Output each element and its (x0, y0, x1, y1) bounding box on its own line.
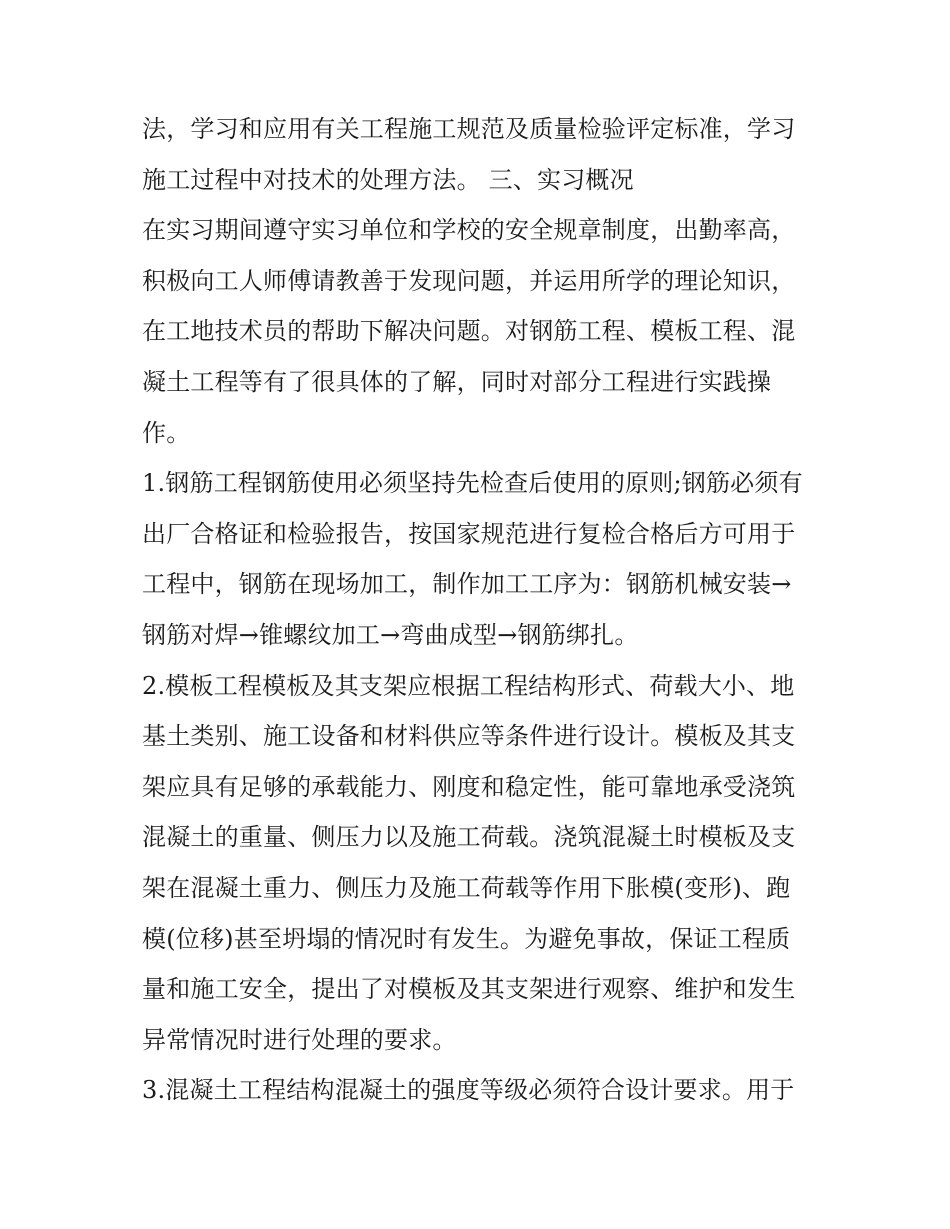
paragraph-rebar-engineering: 1.钢筋工程钢筋使用必须坚持先检查后使用的原则;钢筋必须有出厂合格证和检验报告，按国家规范进行复检合格后方可用于工程中，钢筋在现场加工，制作加工工序为：钢筋机械安装→钢筋对焊→锥螺纹加工→弯曲成型→钢筋绑扎。 (142, 469, 803, 649)
paragraph-internship-overview: 在实习期间遵守实习单位和学校的安全规章制度，出勤率高，积极向工人师傅请教善于发现问题，并运用所学的理论知识，在工地技术员的帮助下解决问题。对钢筋工程、模板工程、混凝土工程等有了很具体的了解，同时对部分工程进行实践操作。 (142, 216, 796, 447)
paragraph-intro-continuation: 法，学习和应用有关工程施工规范及质量检验评定标准，学习施工过程中对技术的处理方法。 三、实习概况 (142, 115, 796, 194)
paragraph-concrete-engineering: 3.混凝土工程结构混凝土的强度等级必须符合设计要求。用于 (142, 1076, 795, 1105)
document-body (142, 104, 814, 1116)
paragraph-formwork-engineering: 2.模板工程模板及其支架应根据工程结构形式、荷载大小、地基土类别、施工设备和材料供应等条件进行设计。模板及其支架应具有足够的承载能力、刚度和稳定性，能可靠地承受浇筑混凝土的重量、侧压力以及施工荷载。浇筑混凝土时模板及支架在混凝土重力、侧压力及施工荷载等作用下胀模(变形)、跑模(位移)甚至坍塌的情况时有发生。为避免事故，保证工程质量和施工安全，提出了对模板及其支架进行观察、维护和发生异常情况时进行处理的要求。 (142, 671, 796, 1054)
